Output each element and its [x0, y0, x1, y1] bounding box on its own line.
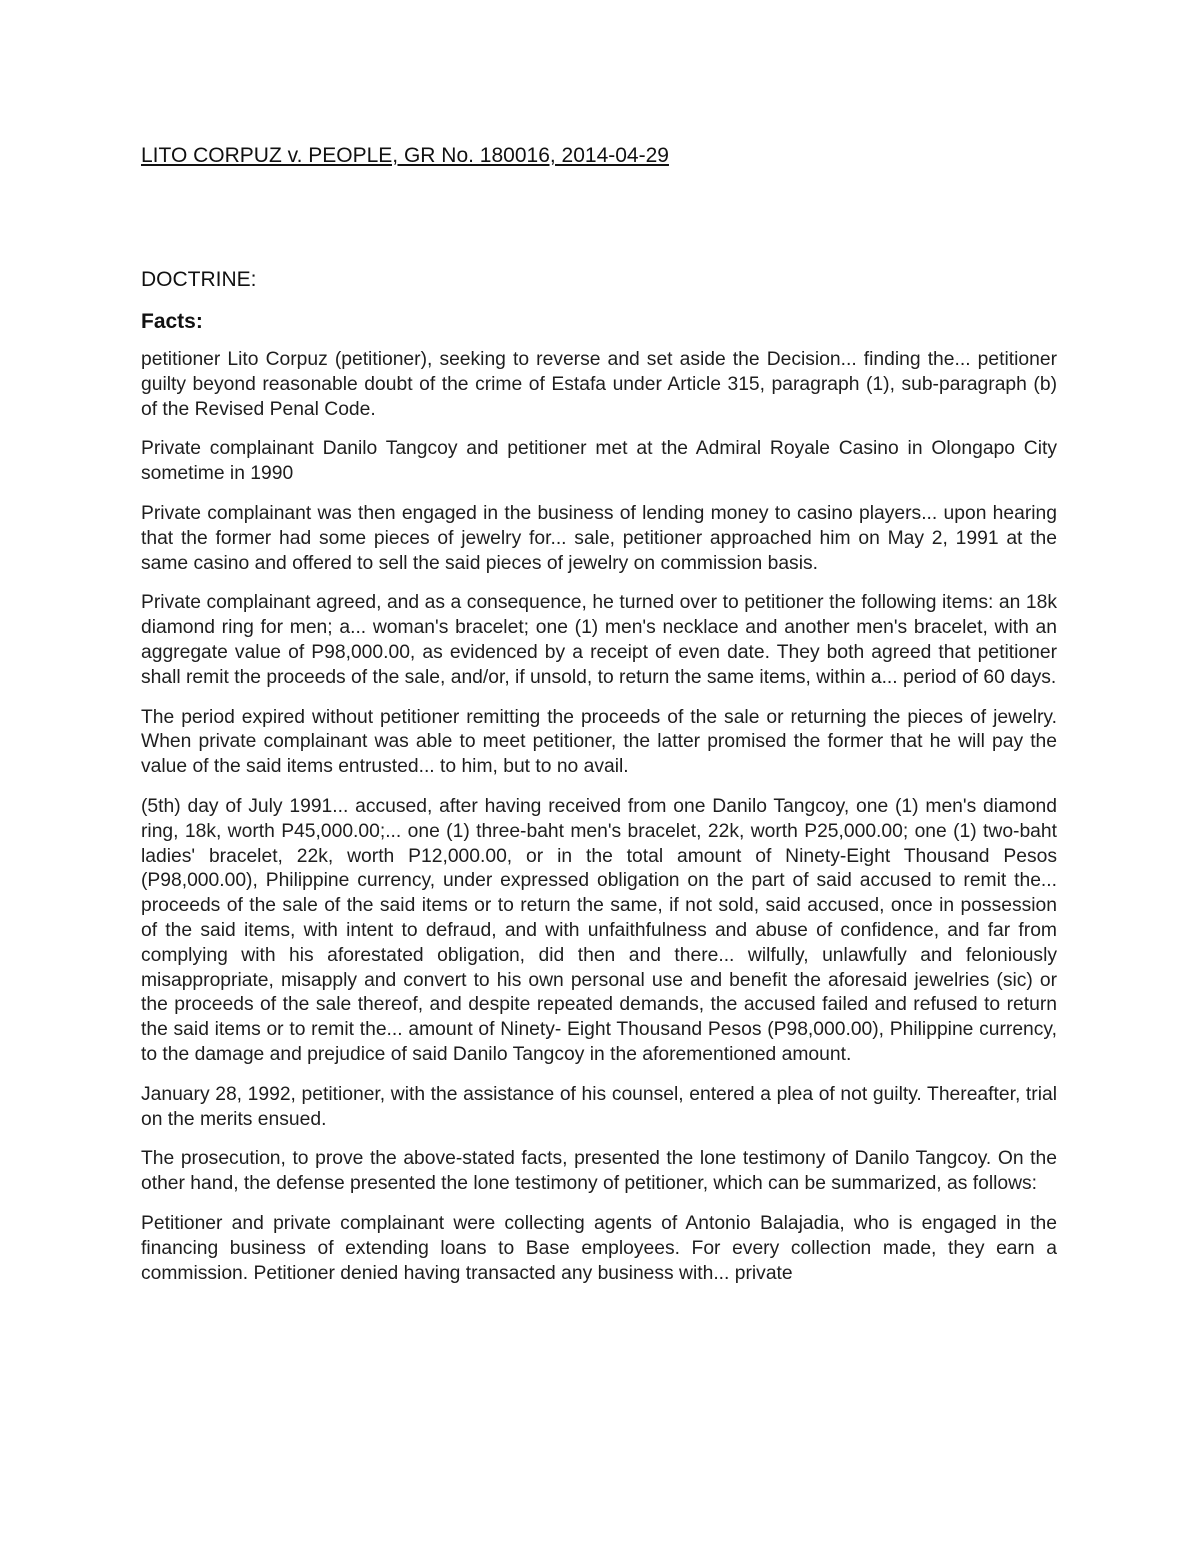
- paragraph: January 28, 1992, petitioner, with the assistance of his counsel, entered a plea of not guilty. Thereafter, trial on the merits ensued.: [141, 1083, 1057, 1130]
- facts-heading: Facts:: [141, 310, 203, 333]
- facts-body: [141, 348, 1057, 1301]
- paragraph: (5th) day of July 1991... accused, after having received from one Danilo Tangcoy, one (1) men's diamond ring, 18k, worth P45,000.00;... one (1) three-baht men's bracelet, 22k, worth P25,000.00; one (1) two-baht ladies' bracelet, 22k, worth P12,000.00, or in the total amount of Ninety-Eight Thousand Pesos (P98,000.00), Philippine currency, under expressed obligation on the part of said accused to remit the... proceeds of the sale of the said items or to return the same, if not sold, said accused, once in possession of the said items, with intent to defraud, and with unfaithfulness and abuse of confidence, and far from complying with his aforestated obligation, did then and there... wilfully, unlawfully and feloniously misappropriate, misapply and convert to his own personal use and benefit the aforesaid jewelries (sic) or the proceeds of the sale thereof, and despite repeated demands, the accused failed and refused to return the said items or to remit the... amount of Ninety- Eight Thousand Pesos (P98,000.00), Philippine currency, to the damage and prejudice of said Danilo Tangcoy in the aforementioned amount.: [141, 795, 1057, 1065]
- paragraph: Private complainant agreed, and as a consequence, he turned over to petitioner the following items: an 18k diamond ring for men; a... woman's bracelet; one (1) men's necklace and another men's bracelet, with an aggregate value of P98,000.00, as evidenced by a receipt of even date. They both agreed that petitioner shall remit the proceeds of the sale, and/or, if unsold, to return the same items, within a... period of 60 days.: [141, 592, 1057, 688]
- doctrine-heading: DOCTRINE:: [141, 268, 257, 291]
- paragraph: Private complainant Danilo Tangcoy and petitioner met at the Admiral Royale Casino in Olongapo City sometime in 1990: [141, 438, 1057, 485]
- paragraph: petitioner Lito Corpuz (petitioner), seeking to reverse and set aside the Decision... finding the... petitioner guilty beyond reasonable doubt of the crime of Estafa under Article 315, paragraph (1), sub-paragraph (b) of the Revised Penal Code.: [141, 349, 1057, 420]
- paragraph: Petitioner and private complainant were collecting agents of Antonio Balajadia, who is engaged in the financing business of extending loans to Base employees. For every collection made, they earn a commission. Petitioner denied having transacted any business with... private: [141, 1212, 1057, 1284]
- paragraph: The prosecution, to prove the above-stated facts, presented the lone testimony of Danilo Tangcoy. On the other hand, the defense presented the lone testimony of petitioner, which can be summarized, as follows:: [141, 1148, 1057, 1195]
- paragraph: The period expired without petitioner remitting the proceeds of the sale or returning the pieces of jewelry. When private complainant was able to meet petitioner, the latter promised the former that he will pay the value of the said items entrusted... to him, but to no avail.: [141, 706, 1057, 778]
- paragraph: Private complainant was then engaged in the business of lending money to casino players... upon hearing that the former had some pieces of jewelry for... sale, petitioner approached him on May 2, 1991 at the same casino and offered to sell the said pieces of jewelry on commission basis.: [141, 502, 1057, 574]
- case-title: LITO CORPUZ v. PEOPLE, GR No. 180016, 2014-04-29: [141, 144, 669, 167]
